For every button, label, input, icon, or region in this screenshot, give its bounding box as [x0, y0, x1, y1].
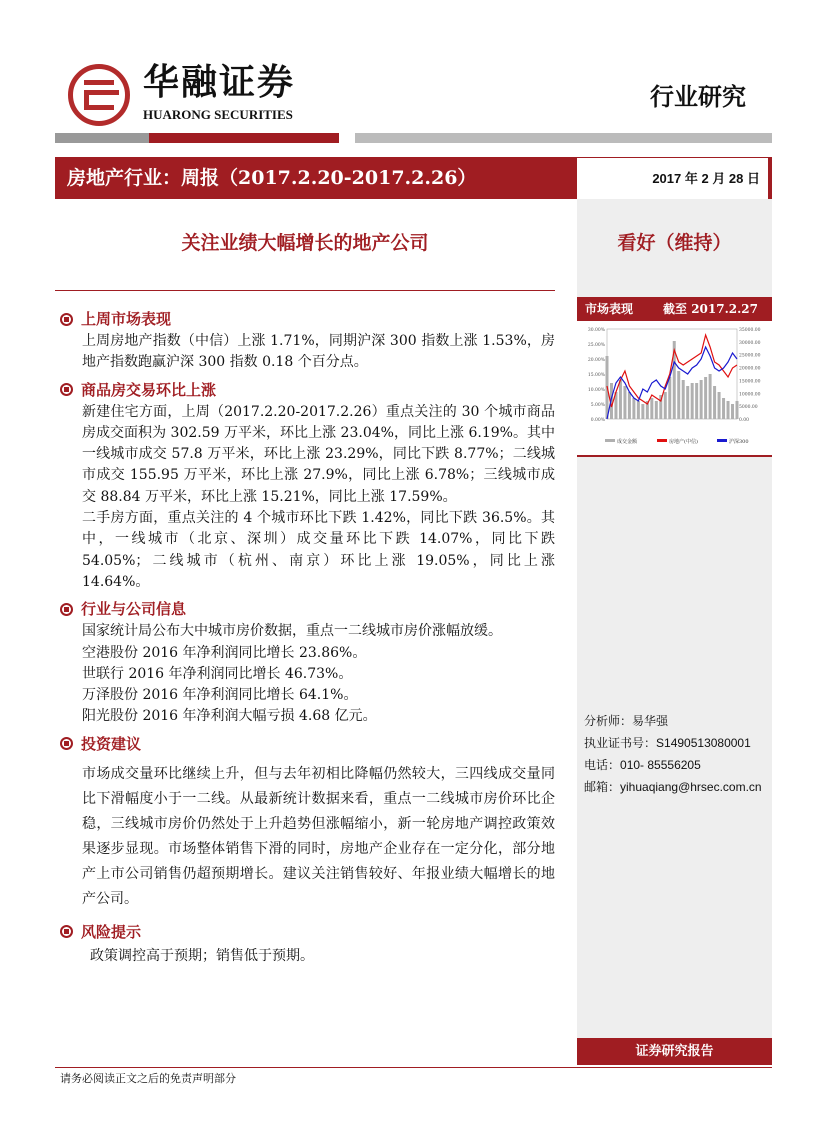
value: S1490513080001: [656, 736, 751, 750]
bullet-logo-icon: [60, 603, 73, 616]
chart-asof: 截至 2017.2.27: [663, 302, 758, 316]
decor-bar: [55, 133, 149, 143]
left-tick-label: 20.00%: [587, 358, 605, 363]
right-tick-label: 5000.00: [739, 405, 758, 411]
section-heading-text: 行业与公司信息: [81, 600, 187, 619]
right-tick-label: 0.00: [739, 418, 750, 423]
analyst-cert: [584, 732, 770, 754]
decor-bar: [149, 133, 339, 143]
paragraph: 世联行 2016 年净利润同比增长 46.73%。: [82, 665, 353, 682]
section-heading: [60, 599, 555, 619]
section-heading-text: 商品房交易环比上涨: [81, 380, 217, 399]
section-heading-text: 上周市场表现: [81, 310, 172, 328]
chart-plot: [577, 321, 772, 455]
left-tick-label: 10.00%: [587, 388, 605, 393]
brand-name-en: HUARONG SECURITIES: [143, 107, 293, 122]
paragraph: 政策调控高于预期；销售低于预期。: [90, 947, 314, 964]
value: 010- 85556205: [620, 758, 701, 772]
section-heading-text: 投资建议: [81, 734, 142, 753]
legend-label: 沪深300: [729, 439, 749, 445]
volume-bar: [695, 383, 698, 419]
left-tick-label: 0.00%: [590, 418, 605, 423]
report-title: 房地产行业：周报（2017.2.20-2017.2.26）: [55, 157, 577, 199]
paragraph: 空港股份 2016 年净利润同比增长 23.86%。: [82, 644, 367, 661]
right-tick-label: 30000.00: [739, 340, 761, 346]
paragraph: 二手房方面，重点关注的 4 个城市环比下跌 1.42%，同比下跌 36.5%。其中，一线城市（北京、深圳）成交量环比下跌 14.07%，同比下跌 54.05%；二线城市（杭州、南京）环比上涨 19.05%，同比上涨 14.64%。: [82, 510, 555, 590]
headline: 关注业绩大幅增长的地产公司: [181, 232, 429, 254]
section-heading-text: 风险提示: [81, 922, 142, 941]
report-date: 2017 年 2 月 28 日: [577, 157, 772, 199]
volume-bar: [677, 371, 680, 419]
email-link[interactable]: yihuaqiang@hrsec.com.cn: [620, 780, 762, 794]
volume-bar: [713, 386, 716, 419]
legend-swatch: [605, 439, 615, 442]
section-heading: [60, 380, 555, 400]
volume-bar: [700, 380, 703, 419]
divider: [55, 290, 555, 291]
section-heading: [60, 309, 555, 329]
volume-bar: [709, 374, 712, 419]
right-tick-label: 10000.00: [739, 392, 761, 398]
volume-bar: [655, 401, 658, 419]
report-type: 证券研究报告: [577, 1038, 772, 1065]
volume-bar: [641, 404, 644, 419]
paragraph: 国家统计局公布大中城市房价数据，重点一二线城市房价涨幅放缓。: [82, 623, 502, 640]
paragraph: 阳光股份 2016 年净利润大幅亏损 4.68 亿元。: [82, 708, 377, 725]
volume-bar: [668, 377, 671, 419]
label: 电话：: [584, 758, 621, 772]
decor-bar: [355, 133, 772, 143]
paragraph: 市场成交量环比继续上升，但与去年初相比降幅仍然较大，三四线成交量同比下滑幅度小于一二线。从最新统计数据来看，重点一二线城市房价环比企稳，三线城市房价仍然处于上升趋势但涨幅缩小，新一轮房地产调控政策效果逐步显现。市场整体销售下滑的同时，房地产企业存在一定分化，部分地产上市公司销售仍超预期增长。建议关注销售较好、年报业绩大幅增长的地产公司。: [82, 765, 555, 907]
label: 邮箱：: [584, 780, 621, 794]
volume-bar: [686, 386, 689, 419]
divider: [577, 455, 772, 457]
rating: 看好（维持）: [617, 232, 732, 254]
label: 执业证书号：: [584, 736, 657, 750]
volume-bar: [637, 401, 640, 419]
analyst-info: [584, 710, 770, 798]
volume-bar: [727, 401, 730, 419]
volume-bar: [623, 386, 626, 419]
volume-bar: [664, 392, 667, 419]
divider: [55, 1067, 772, 1068]
brand-name-cn: 华融证券: [143, 61, 296, 103]
paragraph: 万泽股份 2016 年净利润同比增长 64.1%。: [82, 687, 358, 704]
volume-bar: [718, 392, 721, 419]
bullet-logo-icon: [60, 737, 73, 750]
paragraph: 新建住宅方面，上周（2017.2.20-2017.2.26）重点关注的 30 个城市商品房成交面积为 302.59 万平米，环比上涨 23.04%，同比上涨 6.19%。其中一线城市成交 57.8 万平米，环比上涨 23.29%，同比下跌 8.77%；二线城市成交 155.95 万平米，环比上涨 27.9%，同比上涨 6.78%；三线城市成交 88.84 万平米，环比上涨 15.21%，同比上涨 17.59%。: [82, 403, 555, 505]
logo: [68, 64, 130, 126]
volume-bar: [650, 398, 653, 419]
left-tick-label: 5.00%: [590, 403, 605, 408]
main-content: [60, 303, 555, 967]
volume-bar: [619, 380, 622, 419]
left-tick-label: 25.00%: [587, 343, 605, 348]
legend-swatch: [717, 439, 727, 442]
right-tick-label: 15000.00: [739, 379, 761, 385]
section-heading: [60, 922, 555, 942]
right-tick-label: 35000.00: [739, 328, 761, 333]
legend-label: 房地产(中信): [669, 439, 698, 445]
bullet-logo-icon: [60, 925, 73, 938]
right-tick-label: 20000.00: [739, 366, 761, 372]
bullet-logo-icon: [60, 313, 73, 326]
chart-title: 市场表现: [585, 302, 634, 316]
market-chart: [577, 297, 772, 455]
volume-bar: [632, 398, 635, 419]
analyst-email: [584, 776, 770, 798]
disclaimer: 请务必阅读正文之后的免责声明部分: [60, 1072, 236, 1085]
volume-bar: [628, 392, 631, 419]
section-heading: [60, 734, 555, 754]
volume-bar: [736, 401, 739, 419]
volume-bar: [682, 380, 685, 419]
legend-swatch: [657, 439, 667, 442]
bullet-logo-icon: [60, 383, 73, 396]
label: 分析师：: [584, 714, 633, 728]
chart-header: [577, 297, 772, 321]
analyst-phone: [584, 754, 770, 776]
series-line-hs300: [607, 347, 737, 419]
volume-bar: [691, 383, 694, 419]
volume-bar: [704, 377, 707, 419]
left-tick-label: 15.00%: [587, 373, 605, 378]
analyst-name: [584, 710, 770, 732]
volume-bar: [722, 398, 725, 419]
volume-bar: [731, 404, 734, 419]
left-tick-label: 30.00%: [587, 328, 605, 333]
right-tick-label: 25000.00: [739, 353, 761, 359]
value: 易华强: [632, 714, 669, 728]
document-type: 行业研究: [650, 82, 746, 111]
plot-frame: [607, 329, 737, 419]
paragraph: 上周房地产指数（中信）上涨 1.71%，同期沪深 300 指数上涨 1.53%，房地产指数跑赢沪深 300 指数 0.18 个百分点。: [82, 333, 555, 371]
legend-label: 成交金额: [617, 439, 638, 445]
